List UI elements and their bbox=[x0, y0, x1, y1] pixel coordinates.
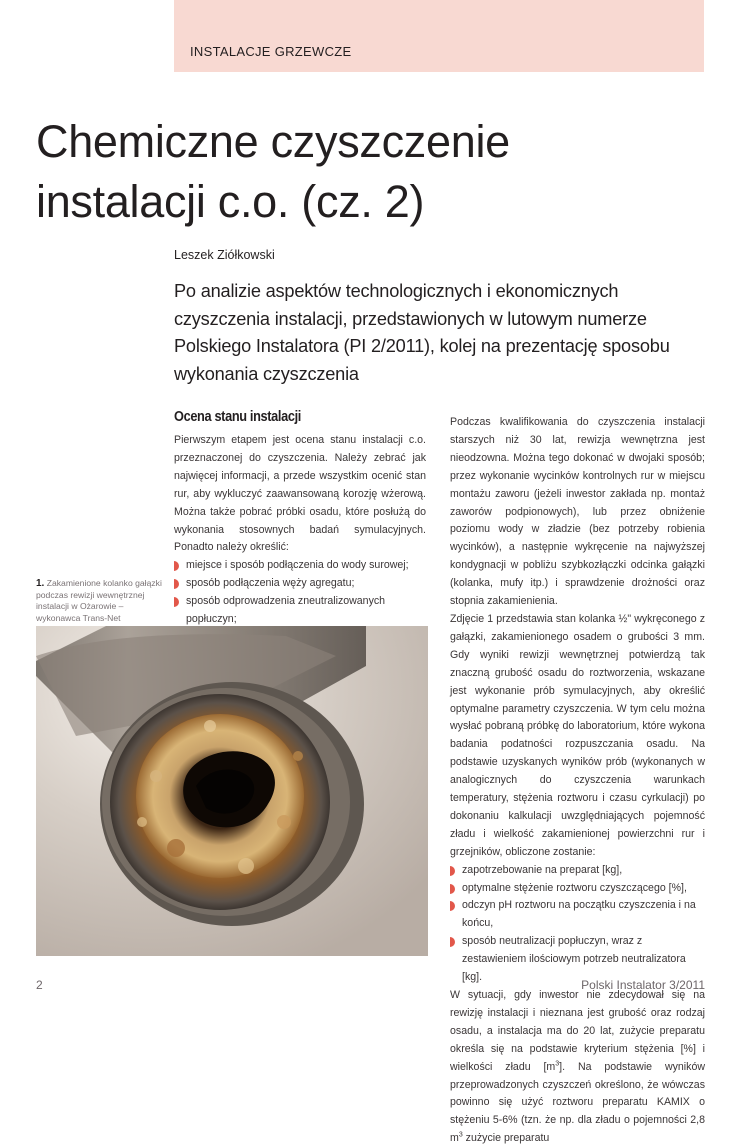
bullet-marker-icon bbox=[450, 884, 455, 894]
paragraph-no-inspection: W sytuacji, gdy inwestor nie zdecydował się na rewizję instalacji i nieznana jest grubość oraz rodzaj osadu, a instalacja ma do 20 lat, zużycie preparatu określa się na podstawie kryterium stężenia [%] i wielkości zładu $[m^3]$. Na podstawie wyników przeprowadzonych czyszczeń określono, że wówczas powinno się użyć roztworu preparatu KAMIX o stężeniu 5-6% (tzn. że np. dla zładu o pojemności 2,8 $m^3$ zużycie preparatu bbox=[450, 989, 705, 1145]
article-title-line-2: instalacji c.o. (cz. 2) bbox=[36, 176, 425, 227]
caption-number: 1. bbox=[36, 578, 45, 589]
bullet-marker-icon bbox=[174, 597, 179, 607]
right-column bbox=[450, 414, 705, 1148]
bullet-marker-icon bbox=[174, 561, 179, 571]
list-item: odczyn pH roztworu na początku czyszczenia i na końcu, bbox=[450, 897, 705, 933]
photo-corroded-pipe-elbow bbox=[36, 626, 428, 956]
corroded-pipe-illustration bbox=[36, 626, 428, 956]
bullet-marker-icon bbox=[174, 579, 179, 589]
list-item: optymalne stężenie roztworu czyszczącego [%], bbox=[450, 880, 705, 898]
list-item: sposób odprowadzenia zneutralizowanych popłuczyn; bbox=[174, 593, 426, 629]
bullet-marker-icon bbox=[450, 901, 455, 911]
calculation-list bbox=[450, 862, 705, 987]
list-item: zapotrzebowanie na preparat [kg], bbox=[450, 862, 705, 880]
author-name: Leszek Ziółkowski bbox=[174, 248, 275, 262]
photo-caption bbox=[36, 578, 164, 624]
section-label: INSTALACJE GRZEWCZE bbox=[190, 44, 352, 59]
magazine-issue: Polski Instalator 3/2011 bbox=[581, 978, 705, 992]
list-item: sposób neutralizacji popłuczyn, wraz z zestawieniem ilościowym potrzeb neutralizatora [kg]. bbox=[450, 933, 705, 987]
bullet-marker-icon bbox=[450, 866, 455, 876]
paragraph-inspection: Podczas kwalifikowania do czyszczenia instalacji starszych niż 30 lat, rewizja wewnętrzna jest nieodzowna. Można tego dokonać w dwojaki sposób; przez wykonanie wycinków kontrolnych rur w miejscu montażu zaworu (jeżeli inwestor zakłada np. montaż zaworów podpionowych), lub przez obniżenie poziomu wody w zładzie (bez potrzeby robienia wycinków), a następnie wykręcenie na najwyższej kondygnacji w pobliżu szybkozłączki odcinka gałązki (kolanka, mufy itp.) i sprawdzenie drożności oraz stopnia zakamienienia. bbox=[450, 416, 705, 608]
page-number: 2 bbox=[36, 978, 43, 992]
intro-paragraph: Pierwszym etapem jest ocena stanu instalacji c.o. przeznaczonej do czyszczenia. Należy zebrać jak najwięcej informacji, a przede wszystkim ocenić stan rur, aby wykluczyć zaawansowaną korozję wżerową. Można także pobrać próbki osadu, które posłużą do wykonania stosownych badań symulacyjnych. Ponadto należy określić: bbox=[174, 434, 426, 554]
section-header-band bbox=[174, 0, 704, 72]
bullet-marker-icon bbox=[450, 937, 455, 947]
section-heading: Ocena stanu instalacji bbox=[174, 409, 302, 425]
list-item: sposób podłączenia węży agregatu; bbox=[174, 575, 426, 593]
lead-paragraph: Po analizie aspektów technologicznych i ekonomicznych czyszczenia instalacji, przedstawionych w lutowym numerze Polskiego Instalatora (PI 2/2011), kolej na prezentację sposobu wykonania czyszczenia bbox=[174, 281, 670, 384]
paragraph-photo-description: Zdjęcie 1 przedstawia stan kolanka ½" wykręconego z gałązki, zakamienionego osadem o grubości 3 mm. Gdy wyniki rewizji wewnętrznej potwierdzą tak znaczną grubość osadu do roztworzenia, wskazane jest wykonanie prób symulacyjnych, aby określić optymalne parametry czyszczenia. W tym celu można wysłać pobraną próbkę do laboratorium, które wykona badania podatności rozpuszczania osadu. Na podstawie uzyskanych wyników prób (wykonanych w analogicznych do czyszczenia warunkach temperatury, stężenia roztworu i czasu cyrkulacji) po dokonaniu kalkulacji uwzględniających pojemność zładu i wielkość zakamienionej powierzchni rur i grzejników, obliczone zostanie: bbox=[450, 612, 705, 858]
list-item: miejsce i sposób podłączenia do wody surowej; bbox=[174, 557, 426, 575]
caption-text: Zakamienione kolanko gałązki podczas rewizji wewnętrznej instalacji w Ożarowie – wykonawca Trans-Net bbox=[36, 578, 162, 623]
article-title-line-1: Chemiczne czyszczenie bbox=[36, 116, 510, 167]
article-title bbox=[36, 112, 510, 232]
